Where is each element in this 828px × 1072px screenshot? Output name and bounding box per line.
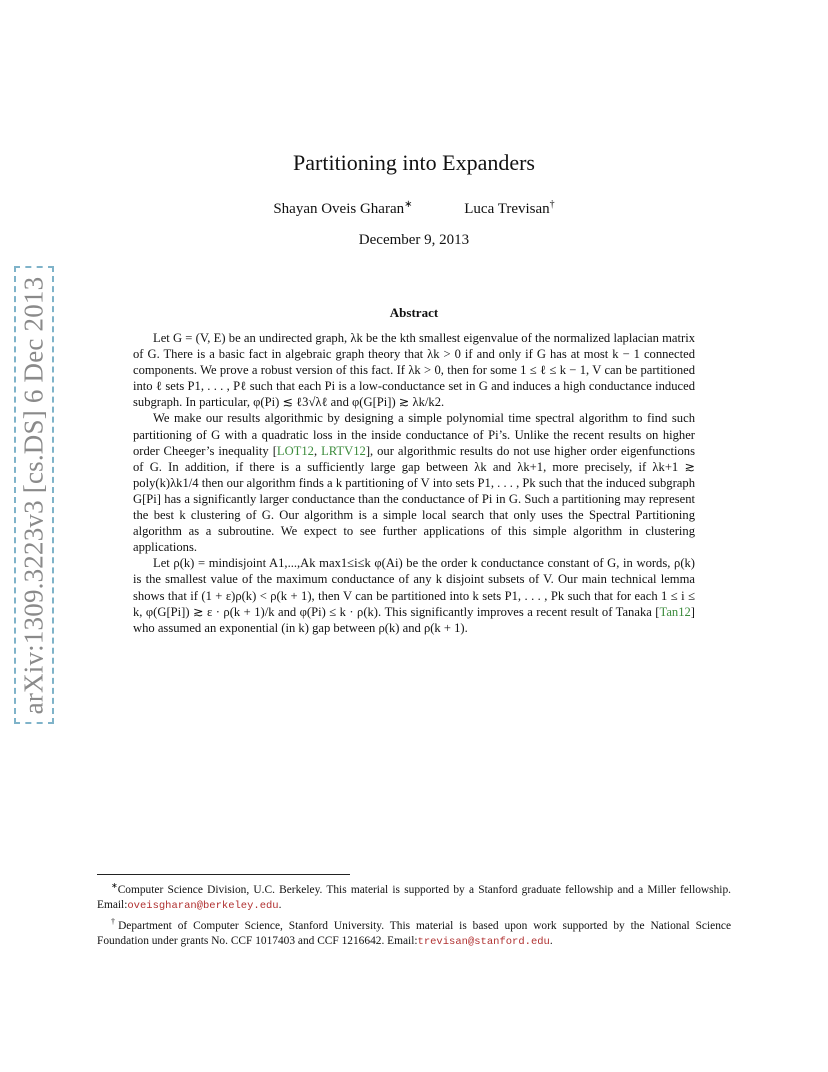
- paper-date: December 9, 2013: [358, 232, 470, 248]
- footnote-rule: [97, 874, 350, 875]
- author-1-name: Shayan Oveis Gharan: [273, 201, 405, 217]
- abstract-p2-text-a: We make our results algorithmic by designing a simple polynomial time spectral algorithm to find such partitioning of G with a quadratic loss in the inside conductance of Pi’s. Unlike the recent results on higher order Cheeger’s inequality: [133, 411, 695, 458]
- abstract-heading: Abstract: [389, 305, 439, 320]
- footnote-1: [97, 878, 731, 914]
- footnotes: [97, 878, 731, 950]
- footnote-1-mark: ∗: [111, 881, 118, 890]
- abstract-body: [133, 330, 695, 636]
- footnote-2-end: .: [549, 935, 553, 948]
- abstract-paragraph-2: We make our results algorithmic by designing a simple polynomial time spectral algorithm to find such partitioning of G with a quadratic loss in the inside conductance of Pi’s. Unlike the recent results on higher order Cheeger’s inequality [LOT12, LRTV12], our algorithmic results do not use higher order eigenfunctions of G. In addition, if there is a sufficiently large gap between λk and λk+1, more precisely, if λk+1 ≳ poly(k)λk1/4 then our algorithm finds a k partitioning of V into sets P1, . . . , Pk such that the induced subgraph G[Pi] has a significantly larger conductance than the conductance of Pi in G. Such a partitioning may represent the best k clustering of G. Our algorithm is a simple local search that only uses the Spectral Partitioning algorithm as a subroutine. We expect to see further applications of this simple algorithm in clustering applications.: [133, 411, 696, 555]
- abstract-paragraph-1: Let G = (V, E) be an undirected graph, λk be the kth smallest eigenvalue of the normalized laplacian matrix of G. There is a basic fact in algebraic graph theory that λk > 0 if and only if G has at most k − 1 connected components. We prove a robust version of this fact. If λk > 0, then for some 1 ≤ ℓ ≤ k − 1, V can be partitioned into ℓ sets P1, . . . , Pℓ such that each Pi is a low-conductance set in G and induces a high conductance induced subgraph. In particular, φ(Pi) ≲ ℓ3√λℓ and φ(G[Pi]) ≳ λk/k2.: [133, 331, 695, 410]
- abstract-p2-text-b: , our algorithmic results do not use higher order eigenfunctions of G. In addition, if there is a sufficiently large gap between λk and λk+1, more precisely, if λk+1 ≳ poly(k)λk1/4 then our algorithm finds a k partitioning of V into sets P1, . . . , Pk such that the induced subgraph G[Pi] has a significantly larger conductance than the conductance of Pi in G. Such a partitioning may represent the best k clustering of G. Our algorithm is a simple local search that only uses the Spectral Partitioning algorithm as a subroutine. We expect to see further applications of this simple algorithm in clustering applications.: [133, 443, 696, 555]
- abstract-p3-text-b: who assumed an exponential (in k) gap between ρ(k) and ρ(k + 1).: [133, 620, 468, 635]
- abstract-paragraph-3: Let ρ(k) = mindisjoint A1,...,Ak max1≤i≤k φ(Ai) be the order k conductance constant of G, in words, ρ(k) is the smallest value of the maximum conductance of any k disjoint subsets of V. Our main technical lemma shows that if (1 + ε)ρ(k) < ρ(k + 1), then V can be partitioned into k sets P1, . . . , Pk such that for each 1 ≤ i ≤ k, φ(G[Pi]) ≳ ε · ρ(k + 1)/k and φ(Pi) ≤ k · ρ(k). This significantly improves a recent result of Tanaka [Tan12] who assumed an exponential (in k) gap between ρ(k) and ρ(k + 1).: [133, 556, 695, 635]
- paper-title: Partitioning into Expanders: [293, 150, 535, 175]
- footnote-1-end: .: [278, 899, 282, 911]
- footnote-1-text: Computer Science Division, U.C. Berkeley. This material is supported by a Stanford graduate fellowship and a Miller fellowship. Email:: [97, 883, 731, 911]
- citation-lrtv12[interactable]: LRTV12: [321, 443, 366, 458]
- citation-lot12[interactable]: LOT12: [276, 443, 314, 458]
- author-1-mark: ∗: [404, 199, 413, 210]
- citation-tan12[interactable]: Tan12: [659, 604, 691, 619]
- footnote-1-email-link[interactable]: oveisgharan@berkeley.edu: [127, 900, 279, 912]
- abstract-p3-text-a: Let ρ(k) = mindisjoint A1,...,Ak max1≤i≤k φ(Ai) be the order k conductance constant of G, in words, ρ(k) is the smallest value of the maximum conductance of any k disjoint subsets of V. Our main technical lemma shows that if (1 + ε)ρ(k) < ρ(k + 1), then V can be partitioned into k sets P1, . . . , Pk such that for each 1 ≤ i ≤ k, φ(G[Pi]) ≳ ε · ρ(k + 1)/k and φ(Pi) ≤ k · ρ(k). This significantly improves a recent result of Tanaka: [133, 556, 695, 619]
- footnote-2: [97, 914, 731, 950]
- author-2: [464, 199, 554, 218]
- citation-separator: ,: [313, 443, 322, 458]
- author-2-name: Luca Trevisan: [464, 201, 550, 217]
- arxiv-id: arXiv:1309.3223v3 [cs.DS] 6 Dec 2013: [18, 276, 49, 714]
- footnote-2-text: Department of Computer Science, Stanford University. This material is based upon work supported by the National Science Foundation under grants No. CCF 1017403 and CCF 1216642. Email:: [97, 920, 732, 948]
- author-2-mark: †: [549, 199, 555, 210]
- footnote-2-email-link[interactable]: trevisan@stanford.edu: [417, 936, 550, 949]
- footnote-2-mark: †: [111, 917, 119, 927]
- author-list: [0, 199, 828, 218]
- author-1: [273, 199, 412, 218]
- arxiv-stamp: [14, 266, 54, 724]
